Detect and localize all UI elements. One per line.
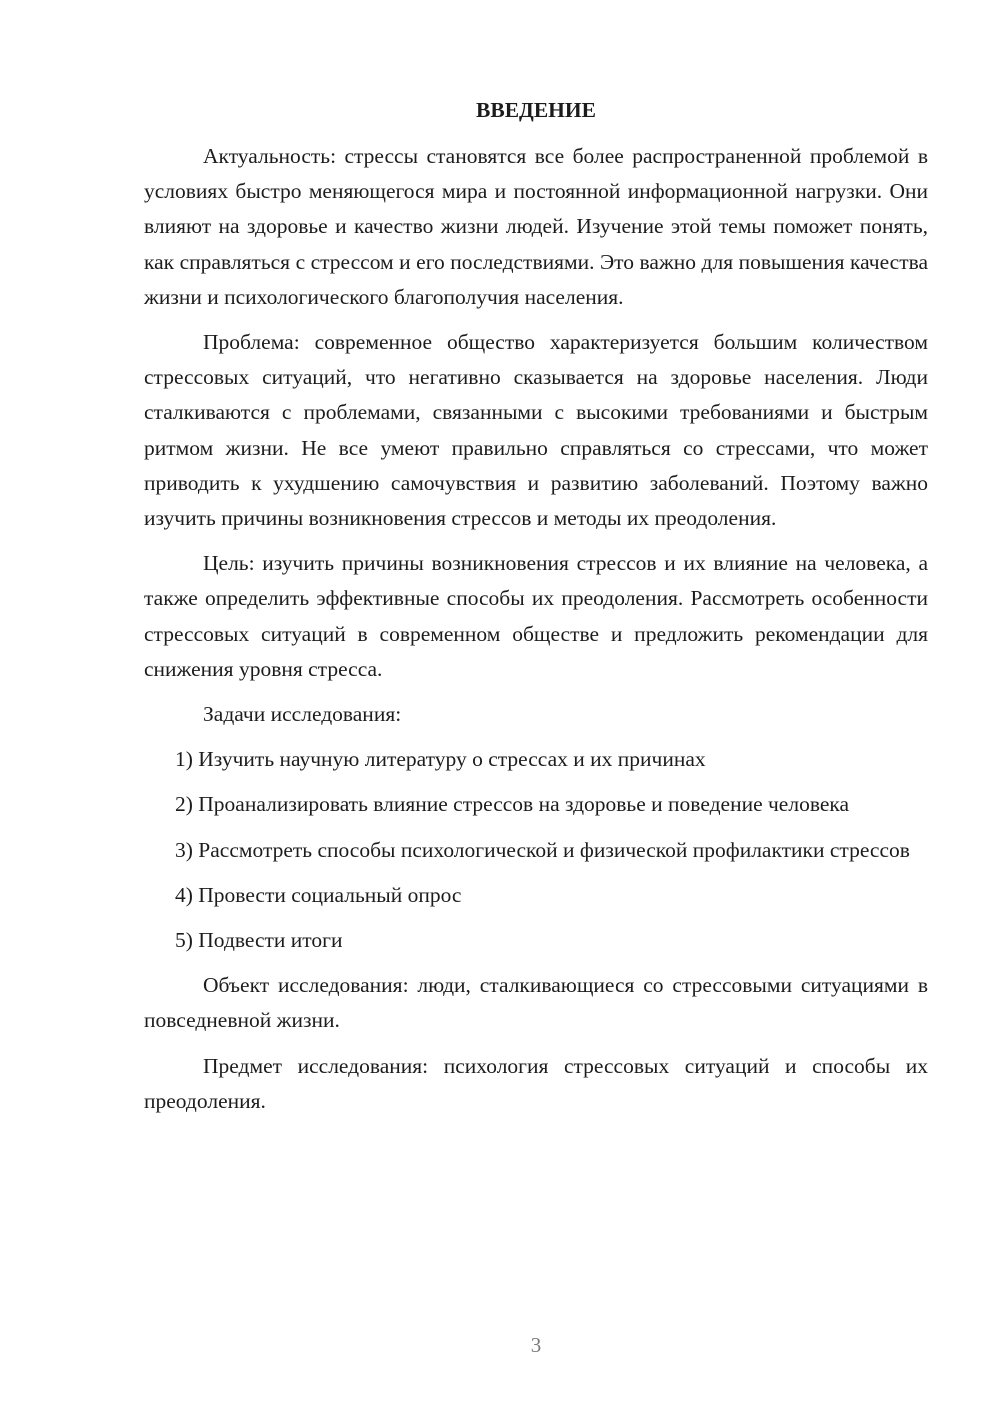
goal-paragraph: Цель: изучить причины возникновения стрессов и их влияние на человека, а также определить эффективные способы их преодоления. Рассмотреть особенности стрессовых ситуаций в современном обществе и предложить рекомендации для снижения уровня стресса. [144,551,928,681]
list-item: 5) Подвести итоги [175,928,343,953]
list-item: 1) Изучить научную литературу о стрессах и их причинах [175,747,706,772]
problem-paragraph: Проблема: современное общество характеризуется большим количеством стрессовых ситуаций, что негативно сказывается на здоровье населения. Люди сталкиваются с проблемами, связанными с высокими требованиями и быстрым ритмом жизни. Не все умеют правильно справляться со стрессами, что может приводить к ухудшению самочувствия и развитию заболеваний. Поэтому важно изучить причины возникновения стрессов и методы их преодоления. [144,330,928,531]
page-number: 3 [530,1333,542,1357]
list-item: 4) Провести социальный опрос [175,882,462,907]
tasks-heading: Задачи исследования: [203,702,402,727]
object-paragraph: Объект исследования: люди, сталкивающиеся со стрессовыми ситуациями в повседневной жизни. [144,973,928,1033]
list-item: 2) Проанализировать влияние стрессов на здоровье и поведение человека [175,792,850,817]
page-title: ВВЕДЕНИЕ [476,98,596,122]
list-item: 3) Рассмотреть способы психологической и физической профилактики стрессов [175,837,910,862]
subject-paragraph: Предмет исследования: психология стрессовых ситуаций и способы их преодоления. [144,1053,928,1113]
tasks-list [144,742,928,958]
page-body [144,94,928,1129]
relevance-paragraph: Актуальность: стрессы становятся все более распространенной проблемой в условиях быстро меняющегося мира и постоянной информационной нагрузки. Они влияют на здоровье и качество жизни людей. Изучение этой темы поможет понять, как справляться с стрессом и его последствиями. Это важно для повышения качества жизни и психологического благополучия населения. [144,144,928,309]
